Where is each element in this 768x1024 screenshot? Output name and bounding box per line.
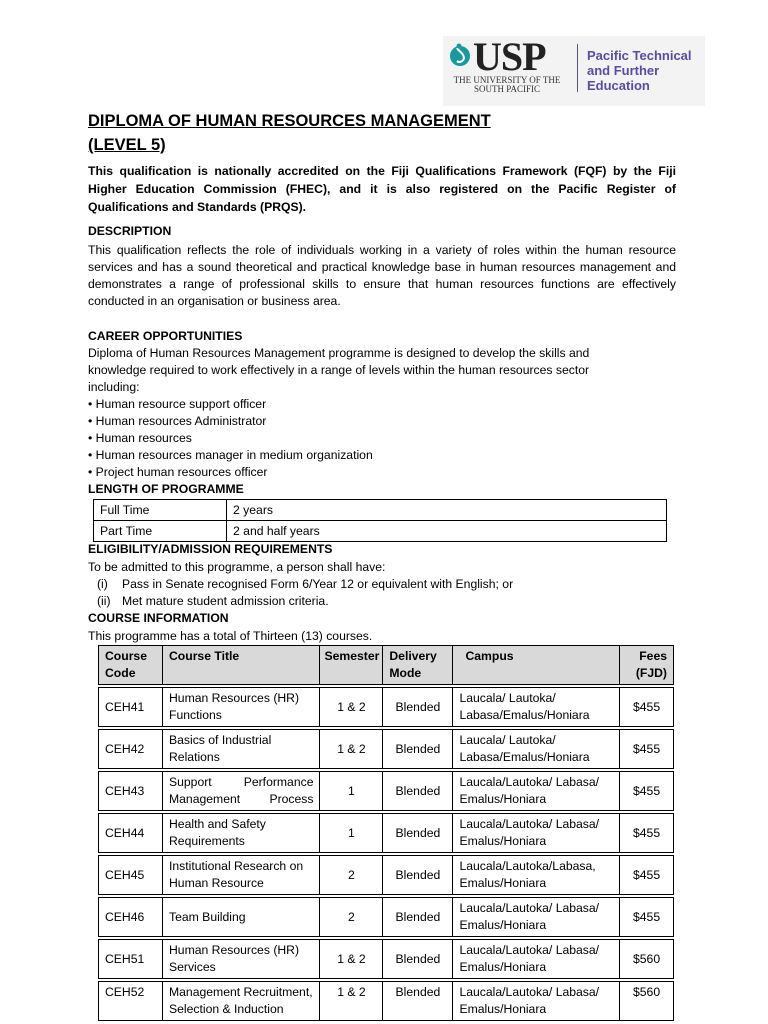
course-semester: 1 & 2 bbox=[320, 940, 383, 979]
table-header-row bbox=[99, 646, 674, 685]
table-row bbox=[99, 814, 674, 853]
course-fee: $455 bbox=[620, 856, 674, 895]
col-header-semester: Semester bbox=[320, 646, 383, 685]
course-fee: $455 bbox=[620, 814, 674, 853]
career-heading: CAREER OPPORTUNITIES bbox=[88, 329, 243, 343]
course-info-heading: COURSE INFORMATION bbox=[88, 611, 229, 625]
list-item: • Human resources manager in medium organization bbox=[88, 448, 373, 462]
table-row bbox=[94, 521, 667, 542]
course-delivery: Blended bbox=[383, 730, 453, 769]
page-title: DIPLOMA OF HUMAN RESOURCES MANAGEMENT bbox=[88, 112, 491, 130]
eligibility-list bbox=[97, 576, 685, 610]
logo-divider bbox=[577, 44, 578, 92]
course-code: CEH44 bbox=[99, 814, 163, 853]
course-semester: 1 & 2 bbox=[320, 982, 383, 1021]
course-campus: Laucala/ Lautoka/ Labasa/Emalus/Honiara bbox=[453, 730, 620, 769]
course-title: Human Resources (HR) Services bbox=[163, 940, 320, 979]
eligibility-intro: To be admitted to this programme, a person shall have: bbox=[88, 560, 386, 574]
course-title: Support Performance Management Process bbox=[163, 772, 320, 811]
length-duration: 2 years bbox=[227, 500, 667, 521]
eligibility-heading: ELIGIBILITY/ADMISSION REQUIREMENTS bbox=[88, 542, 333, 556]
col-header-title: Course Title bbox=[163, 646, 320, 685]
col-header-fees: Fees (FJD) bbox=[620, 646, 674, 685]
table-row bbox=[99, 730, 674, 769]
course-campus: Laucala/Lautoka/ Labasa/ Emalus/Honiara bbox=[453, 772, 620, 811]
table-row bbox=[94, 500, 667, 521]
course-code: CEH41 bbox=[99, 688, 163, 727]
course-fee: $560 bbox=[620, 982, 674, 1021]
course-title: Team Building bbox=[163, 898, 320, 937]
table-row bbox=[99, 856, 674, 895]
accreditation-statement: This qualification is nationally accredited on the Fiji Qualifications Framework (FQF) by the Fiji Higher Education Commission (FHEC), and it is also registered on the Pacific Register of Qualifications and Standards (PRQS). bbox=[88, 164, 676, 214]
col-header-code: Course Code bbox=[99, 646, 163, 685]
course-delivery: Blended bbox=[383, 940, 453, 979]
course-campus: Laucala/Lautoka/Labasa, Emalus/Honiara bbox=[453, 856, 620, 895]
length-table bbox=[93, 499, 667, 542]
list-item: (i) Pass in Senate recognised Form 6/Year 12 or equivalent with English; or bbox=[97, 577, 514, 591]
length-mode: Full Time bbox=[94, 500, 227, 521]
career-list bbox=[88, 396, 676, 481]
list-item: • Human resources bbox=[88, 431, 192, 445]
course-fee: $455 bbox=[620, 898, 674, 937]
list-item: • Human resources Administrator bbox=[88, 414, 267, 428]
course-title: Management Recruitment, Selection & Induction bbox=[163, 982, 320, 1021]
table-row bbox=[99, 688, 674, 727]
course-title: Institutional Research on Human Resource bbox=[163, 856, 320, 895]
logo-acronym: USP bbox=[473, 34, 546, 79]
course-semester: 1 bbox=[320, 814, 383, 853]
course-delivery: Blended bbox=[383, 856, 453, 895]
course-title: Basics of Industrial Relations bbox=[163, 730, 320, 769]
course-code: CEH46 bbox=[99, 898, 163, 937]
col-header-delivery: Delivery Mode bbox=[383, 646, 453, 685]
course-campus: Laucala/Lautoka/ Labasa/ Emalus/Honiara bbox=[453, 982, 620, 1021]
course-semester: 2 bbox=[320, 898, 383, 937]
course-semester: 2 bbox=[320, 856, 383, 895]
course-delivery: Blended bbox=[383, 772, 453, 811]
course-fee: $560 bbox=[620, 940, 674, 979]
length-duration: 2 and half years bbox=[227, 521, 667, 542]
list-item: (ii) Met mature student admission criteria. bbox=[97, 594, 329, 608]
table-row bbox=[99, 772, 674, 811]
course-delivery: Blended bbox=[383, 688, 453, 727]
course-campus: Laucala/Lautoka/ Labasa/ Emalus/Honiara bbox=[453, 898, 620, 937]
course-delivery: Blended bbox=[383, 898, 453, 937]
course-code: CEH43 bbox=[99, 772, 163, 811]
table-row bbox=[99, 982, 674, 1021]
course-semester: 1 & 2 bbox=[320, 688, 383, 727]
logo-unit-name: Pacific Technical and Further Education bbox=[587, 48, 692, 93]
course-code: CEH51 bbox=[99, 940, 163, 979]
course-code: CEH52 bbox=[99, 982, 163, 1021]
course-campus: Laucala/Lautoka/ Labasa/ Emalus/Honiara bbox=[453, 940, 620, 979]
course-title: Human Resources (HR) Functions bbox=[163, 688, 320, 727]
logo-university-name: THE UNIVERSITY OF THE SOUTH PACIFIC bbox=[453, 75, 561, 94]
course-campus: Laucala/Lautoka/ Labasa/ Emalus/Honiara bbox=[453, 814, 620, 853]
course-title: Health and Safety Requirements bbox=[163, 814, 320, 853]
usp-pacific-tafe-logo bbox=[443, 36, 705, 106]
table-row bbox=[99, 898, 674, 937]
course-fee: $455 bbox=[620, 772, 674, 811]
course-fee: $455 bbox=[620, 688, 674, 727]
col-header-campus: Campus bbox=[453, 646, 620, 685]
course-semester: 1 bbox=[320, 772, 383, 811]
course-info-intro: This programme has a total of Thirteen (13) courses. bbox=[88, 629, 373, 643]
length-heading: LENGTH OF PROGRAMME bbox=[88, 482, 244, 496]
list-item: • Human resource support officer bbox=[88, 397, 267, 411]
usp-emblem-icon bbox=[449, 42, 471, 68]
course-fee: $455 bbox=[620, 730, 674, 769]
course-campus: Laucala/ Lautoka/ Labasa/Emalus/Honiara bbox=[453, 688, 620, 727]
course-delivery: Blended bbox=[383, 814, 453, 853]
table-row bbox=[99, 940, 674, 979]
course-table bbox=[98, 645, 674, 1021]
course-code: CEH42 bbox=[99, 730, 163, 769]
course-delivery: Blended bbox=[383, 982, 453, 1021]
list-item: • Project human resources officer bbox=[88, 465, 268, 479]
description-body: This qualification reflects the role of individuals working in a variety of roles within the human resource services and has a sound theoretical and practical knowledge base in human resources management and demonstrates a range of professional skills to ensure that human resources functions are effectively conducted in an organisation or business area. bbox=[88, 243, 676, 308]
course-code: CEH45 bbox=[99, 856, 163, 895]
career-intro: Diploma of Human Resources Management programme is designed to develop the skills and knowledge required to work effectively in a range of levels within the human resources sector including: bbox=[88, 346, 590, 394]
page-subtitle-level: (LEVEL 5) bbox=[88, 136, 166, 154]
length-mode: Part Time bbox=[94, 521, 227, 542]
description-heading: DESCRIPTION bbox=[88, 224, 172, 238]
course-semester: 1 & 2 bbox=[320, 730, 383, 769]
